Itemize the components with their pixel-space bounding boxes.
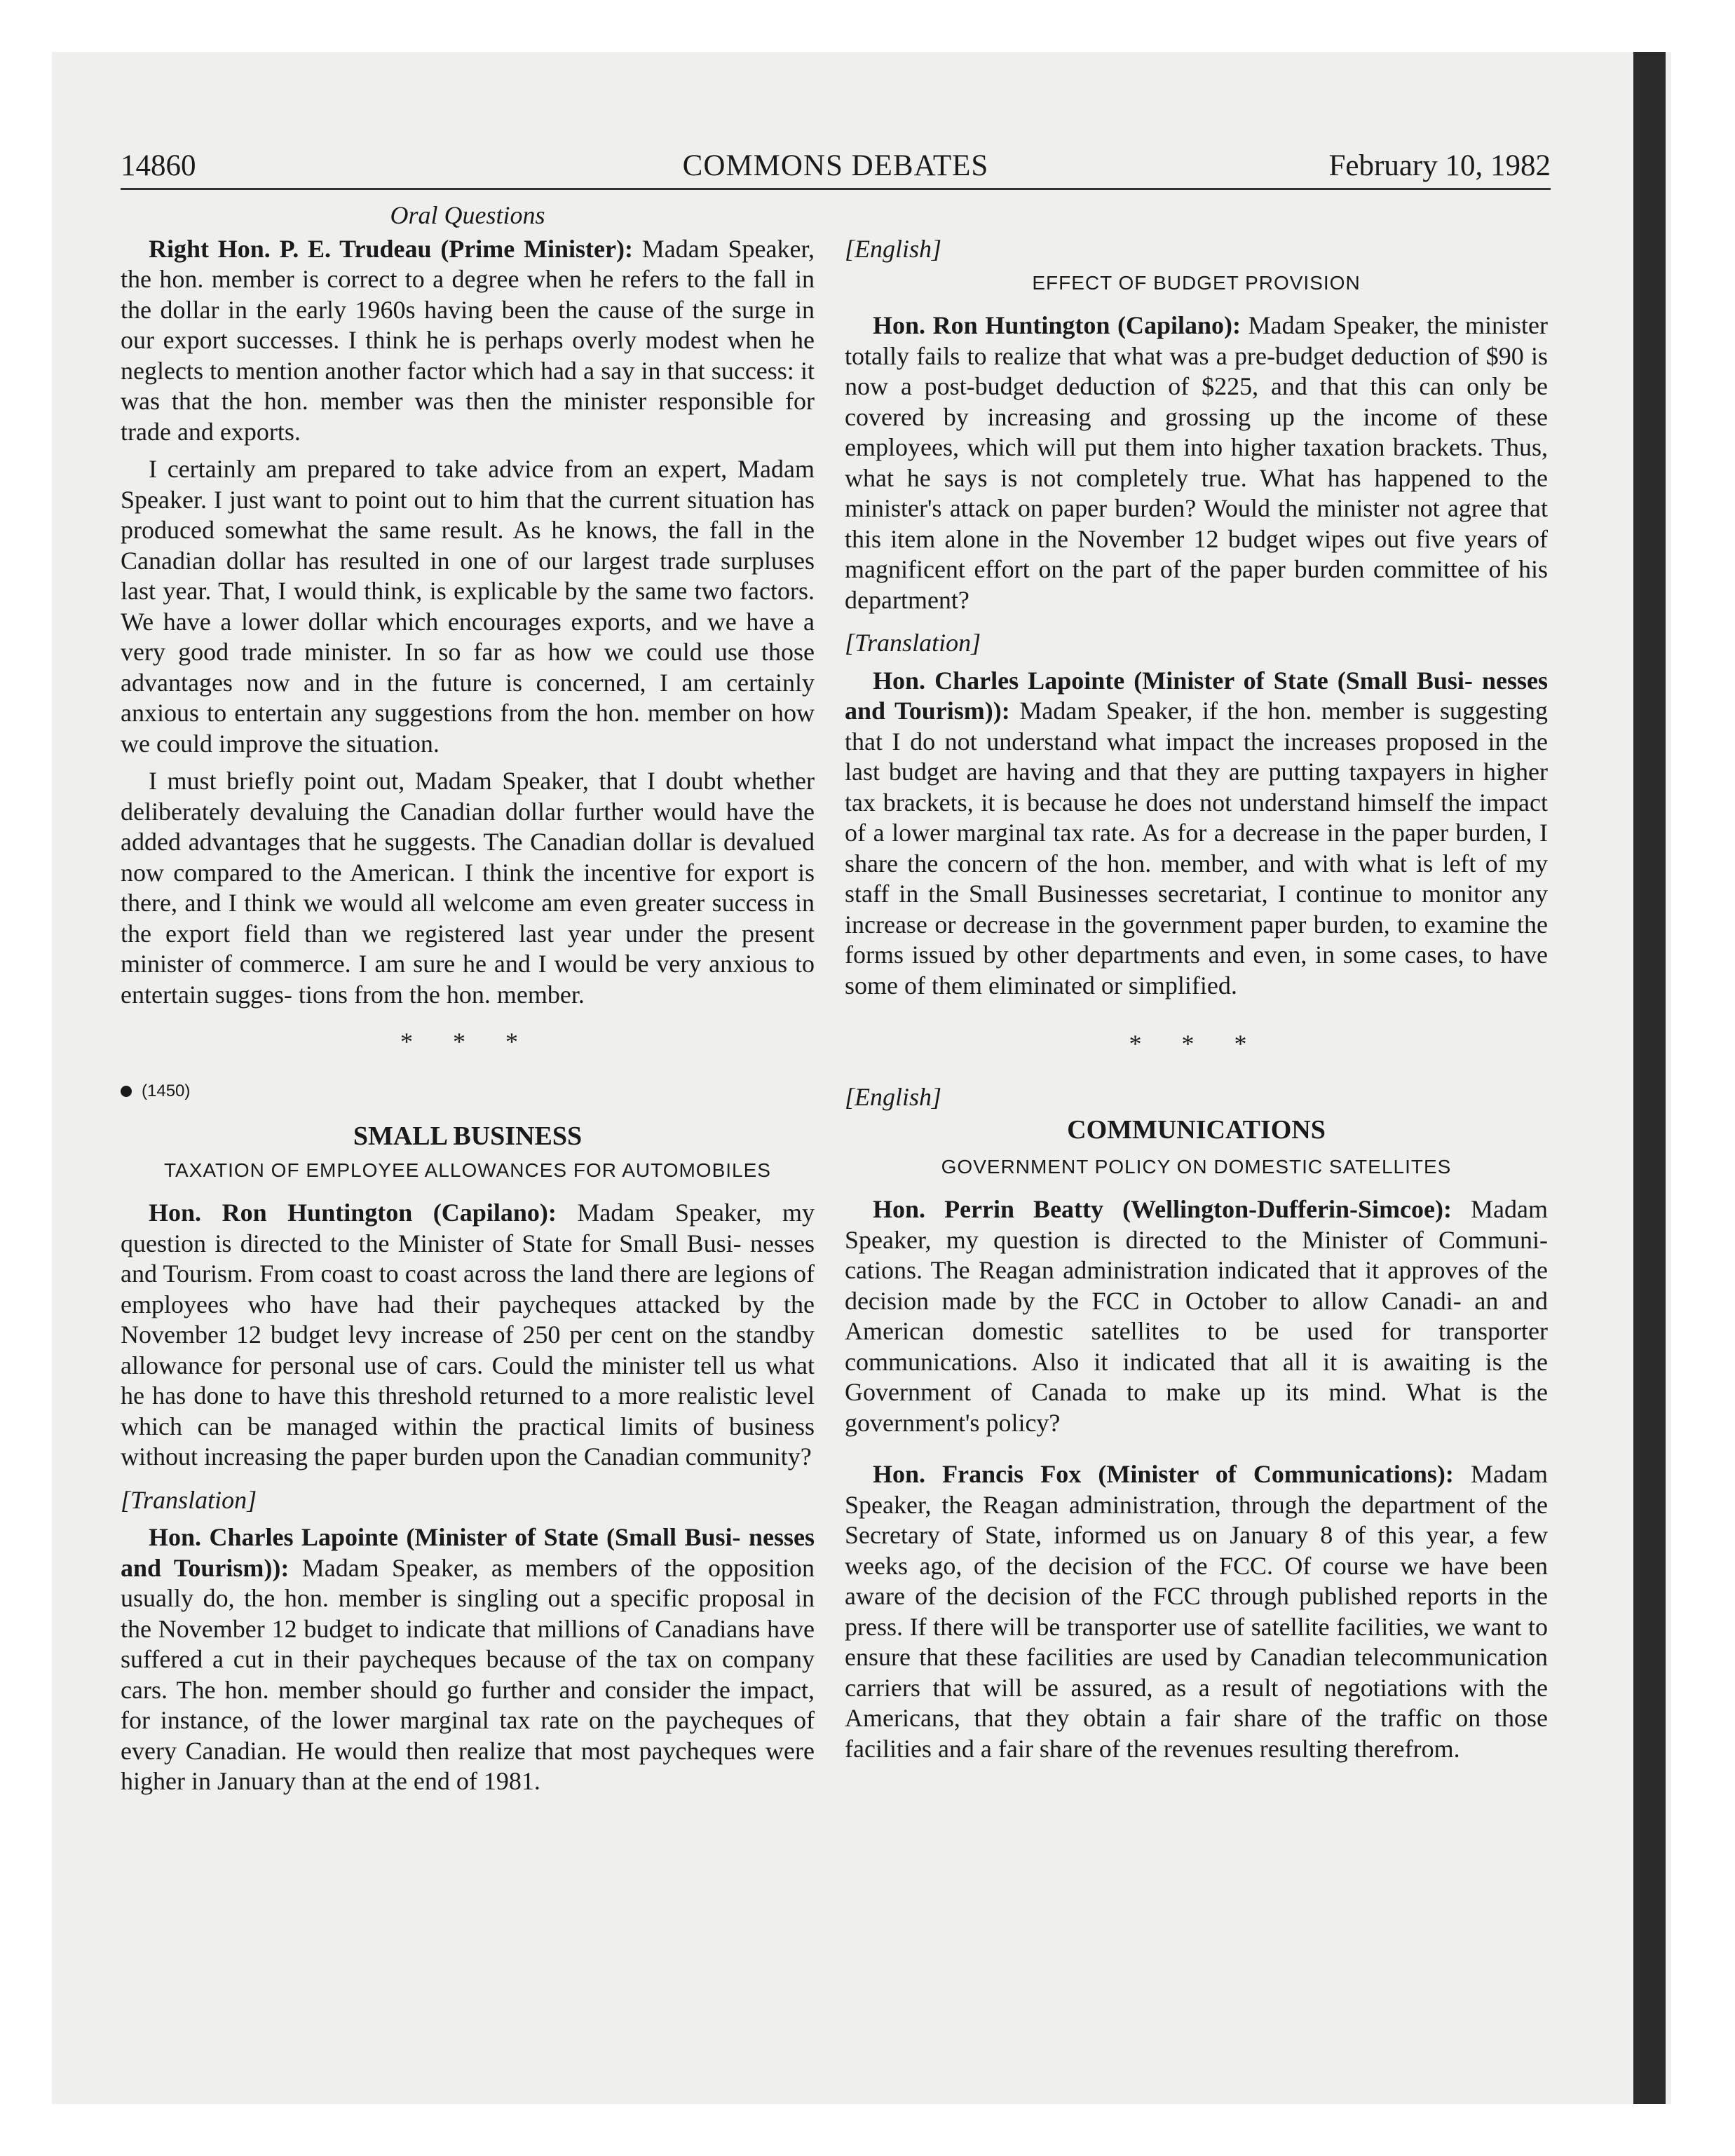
speaker-name: Hon. Ron Huntington (Capilano): [873,311,1241,339]
speaker-name: Hon. Charles Lapointe (Minister of State (Small Busi- nesses and Tourism)): [845,666,1548,725]
trudeau-paragraph-3: I must briefly point out, Madam Speaker, that I doubt whether deliberately devaluing the Canadian dollar further would have the added advantages that he suggests. The Canadian dollar is devalued now compared to the American. I think the incentive for export is there, and I think we would all welcome am even greater success in the export field than we registered last year under the present minister of commerce. I am sure he and I would be very anxious to entertain sugges- tions from the hon. member. [121,767,815,1009]
speech-text: Madam Speaker, my question is directed to the Minister of State for Small Busi- nesses and Tourism. From coast to coast across the land there are legions of employees who have had their paycheques attacked by the November 12 budget levy increase of 250 per cent on the standby allowance for personal use of cars. Could the minister tell us what he has done to have this threshold returned to a more realistic level which can be managed within the practical limits of business without increasing the paper burden upon the Canadian community? [121,1199,815,1471]
page-date: February 10, 1982 [1328,149,1551,182]
speech-text: Madam Speaker, as members of the opposition usually do, the hon. member is singling out a specific proposal in the November 12 budget to indicate that millions of Canadians have suffered a cut in their paycheques because of the tax on company cars. The hon. member should go further and consider the impact, for instance, of the lower marginal tax rate on the paycheques of every Canadian. He would then realize that most paycheques were higher in January than at the end of 1981. [121,1553,815,1795]
speaker-name: Hon. Perrin Beatty (Wellington-Dufferin-Simcoe): [873,1195,1452,1223]
section-subheading: TAXATION OF EMPLOYEE ALLOWANCES FOR AUTOMOBILES [164,1159,771,1181]
speech-text: Madam Speaker, if the hon. member is suggesting that I do not understand what impact the increases proposed in the last budget are having and that they are putting taxpayers in higher tax brackets, it is because he does not understand himself the impact of a lower marginal tax rate. As for a decrease in the paper burden, I share the concern of the hon. member, and with what is left of my staff in the Small Businesses secretariat, I continue to monitor any increase or decrease in the government paper burden, to examine the forms issued by other departments and even, in some cases, to have some of them eliminated or simplified. [845,697,1549,999]
publication-title: COMMONS DEBATES [682,149,989,182]
speech-text: Madam Speaker, the Reagan administration, through the department of the Secretary of State, informed us on January 8 of this year, a few weeks ago, of the decision of the FCC. Of course we have been aware of the decision of the FCC through published reports in the press. If there will be transporter use of satellite facilities, we want to ensure that these facilities are used by Canadian telecommunication carriers that will be assured, as a result of negotiations with the Americans, that they obtain a fair share of the traffic on those facilities and a fair share of the revenues resulting therefrom. [845,1460,1548,1763]
speech-text: Madam Speaker, the hon. member is correct to a degree when he refers to the fall in the dollar in the early 1960s having been the cause of the surge in our export successes. I think he is perhaps overly modest when he neglects to mention another factor which had a say in that success: it was that the hon. member was then the minister responsible for trade and exports. [121,234,815,446]
lapointe-answer [845,666,1548,1002]
time-marker-text: (1450) [142,1081,191,1100]
language-label: [English] [845,1082,942,1111]
language-label: [Translation] [121,1485,257,1514]
section-heading: SMALL BUSINESS [353,1121,583,1151]
trudeau-paragraph-2: I certainly am prepared to take advice from an expert, Madam Speaker. I just want to point out to him that the current situation has produced somewhat the same result. As he knows, the fall in the Canadian dollar has resulted in one of our largest trade surpluses last year. That, I would think, is explicable by the same two factors. We have a lower dollar which encourages exports, and we have a very good trade minister. In so far as how we could use those advantages now and in the future is concerned, I am certainly anxious to entertain any suggestions from the hon. member on how we could improve the situation. [121,455,815,758]
speaker-name: Hon. Charles Lapointe (Minister of State (Small Busi- nesses and Tourism)): [121,1523,815,1582]
language-label: [Translation] [845,629,981,657]
speech-text: Madam Speaker, my question is directed to the Minister of Communi- cations. The Reagan administration indicated that it approves of the decision made by the FCC in October to allow Canadi- an and American domestic satellites to be used for transporter communications. Also it indicated that all it is awaiting is the Government of Canada to make up its mind. What is the government's policy? [845,1195,1548,1437]
section-heading: COMMUNICATIONS [1067,1115,1326,1145]
left-column [121,200,815,1797]
running-head: Oral Questions [390,201,545,229]
speech-text: Madam Speaker, the minister totally fails to realize that what was a pre-budget deduction of $90 is now a post-budget deduction of $225, and that this can only be covered by increasing and grossing up the income of these employees, which will put them into higher taxation brackets. Thus, what he says is not completely true. What has happened to the minister's attack on paper burden? Would the minister not agree that this item alone in the November 12 budget wipes out five years of magnificent effort on the part of the paper burden committee of his department? [845,311,1549,614]
binding-edge [1633,52,1666,2104]
speaker-name: Hon. Ron Huntington (Capilano): [149,1199,557,1227]
beatty-question [845,1194,1548,1438]
section-separator: * * * [1129,1030,1264,1058]
huntington-question [121,1198,815,1473]
section-separator: * * * [400,1028,535,1056]
huntington-supplementary [845,311,1548,615]
language-label: [English] [845,235,942,263]
bullet-icon [121,1086,132,1097]
section-subheading: GOVERNMENT POLICY ON DOMESTIC SATELLITES [941,1155,1452,1178]
trudeau-paragraph-1 [121,234,815,448]
time-marker [121,1076,815,1107]
right-column [845,234,1548,1764]
section-subheading: EFFECT OF BUDGET PROVISION [1032,271,1361,294]
speaker-name: Hon. Francis Fox (Minister of Communications): [873,1460,1454,1488]
page-number: 14860 [121,149,196,182]
fox-answer [845,1459,1548,1764]
lapointe-answer [121,1522,815,1797]
speaker-name: Right Hon. P. E. Trudeau (Prime Minister): [149,234,633,263]
page-header [121,144,1551,190]
